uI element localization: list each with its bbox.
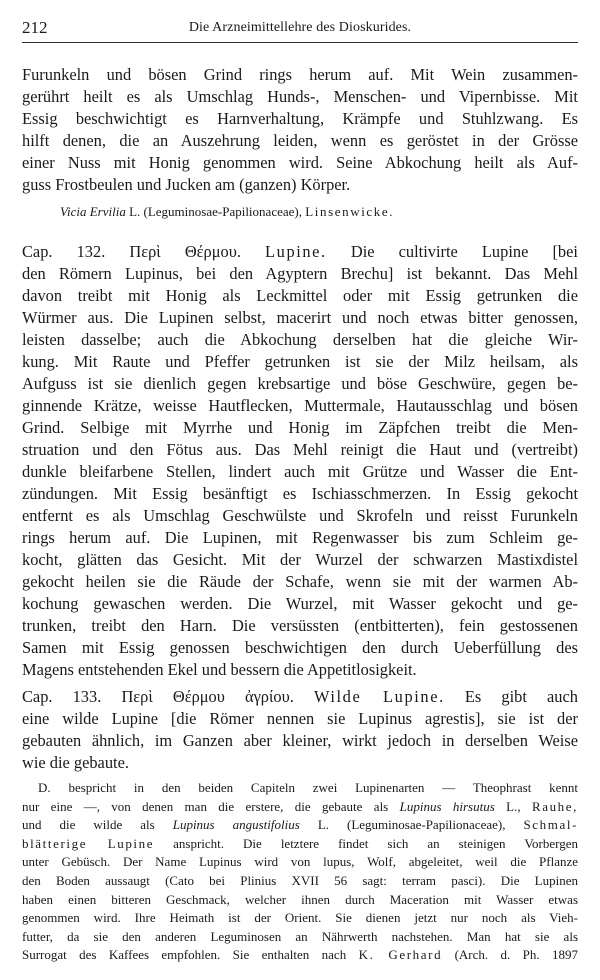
commentary-line: futter, da sie den anderen Leguminosen an Nährwerth nachstehen. Man hat sie als — [22, 928, 578, 944]
commentary-line: den Boden aussaugt (Cato bei Plinius XVII 56 sagt: terram pasci). Die Lupinen — [22, 872, 578, 888]
text-line: Würmer aus. Die Lupinen selbst, macerirt und noch etwas bitter genossen, — [22, 308, 578, 327]
species-name: Lupinus hirsutus — [399, 798, 495, 814]
text-line: struation und den Fötus aus. Das Mehl reinigt die Haut und (vertreibt) — [22, 440, 578, 459]
commentary-text: L., — [494, 798, 532, 814]
chapter-label: Cap. 132. — [22, 242, 106, 261]
text-line: guss Frostbeulen und Jucken am (ganzen) Körper. — [22, 175, 351, 194]
commentary-line: genommen wird. Ihre Heimath ist der Orient. Sie dienen jetzt nur noch als Vieh- — [22, 910, 578, 926]
text-line: zündungen. Mit Essig besänftigt es Ischiasschmerzen. In Essig gekocht — [22, 484, 578, 503]
chapter-132 — [22, 241, 578, 681]
plant-name: Lupine. — [265, 242, 327, 261]
chapter-label: Cap. 133. — [22, 687, 102, 706]
text-line: Die cultivirte Lupine [bei — [350, 242, 578, 261]
text-line: rings herum auf. Die Lupinen, mit Regenwasser bis zum Schleim ge- — [22, 528, 578, 547]
species-name: Lupinus angustifolius — [172, 817, 300, 833]
page-header — [22, 18, 578, 43]
commentary-line — [22, 798, 578, 817]
commentary-text: L. (Leguminosae-Papilionaceae), — [299, 817, 524, 833]
text-line: gebauten ähnlich, im Ganzen aber kleiner, wirkt jedoch in derselben Weise — [22, 731, 578, 750]
text-line: davon treibt mit Honig als Leckmittel oder mit Essig getrunken die — [22, 286, 578, 305]
commentary-text: nur eine —, von denen man die erstere, die gebaute als — [22, 798, 400, 814]
running-title: Die Arzneimittellehre des Dioskurides. — [188, 20, 412, 35]
common-name: Schmal- — [523, 817, 578, 833]
text-line: Es gibt auch — [464, 687, 578, 706]
common-name: blätterige Lupine — [22, 835, 155, 851]
commentary-text: Surrogat des Kaffees empfohlen. Sie enthalten nach — [22, 947, 359, 963]
greek-title: Περὶ Θέρμου ἀγρίου. — [121, 687, 294, 706]
text-line: den Römern Lupinus, bei den Agyptern Brechu] ist bekannt. Das Mehl — [22, 264, 578, 283]
species-name: Vicia Ervilia — [60, 204, 126, 219]
commentary-line: D. bespricht in den beiden Capiteln zwei Lupinenarten — Theophrast kennt — [38, 780, 578, 795]
text-line: Grind. Selbige mit Myrrhe und Honig im Zäpfchen treibt die Men- — [22, 418, 578, 437]
text-line: gekocht heilen sie die Räude der Schafe, wenn sie mit der warmen Ab- — [22, 572, 578, 591]
text-line: leisten dasselbe; auch die Abkochung derselben hat die gleiche Wir- — [22, 330, 578, 349]
text-line: einer Nuss mit Honig genommen wird. Seine Abkochung heilt als Auf- — [22, 153, 578, 172]
chapter-heading-line — [22, 241, 578, 263]
commentary-line — [22, 835, 578, 854]
text-line: Magens entstehenden Ekel und bessern die Appetitlosigkeit. — [22, 660, 417, 679]
commentary-line — [22, 816, 578, 835]
text-line: hilft denen, die an Auszehrung leiden, wenn es geröstet in der Grösse — [22, 131, 578, 150]
text-line: wie die gebaute. — [22, 753, 129, 772]
commentary-line: unter Gebüsch. Der Name Lupinus wird von lupus, Wolf, abgeleitet, weil die Pflanze — [22, 854, 578, 870]
chapter-heading-line — [22, 686, 578, 708]
commentary-line: haben einen bitteren Geschmack, welcher ihnen durch Maceration mit Wasser etwas — [22, 891, 578, 907]
text-line: Samen mit Essig genossen beschwichtigen den durch Ueberfüllung des — [22, 638, 578, 657]
text-line: kochung gewaschen werden. Die Wurzel, mit Wasser gekocht und ge- — [22, 594, 578, 613]
text-line: kocht, glätten das Gesicht. Mit der Wurzel der schwarzen Mastixdistel — [22, 550, 578, 569]
text-line: Furunkeln und bösen Grind rings herum auf. Mit Wein zusammen- — [22, 65, 578, 84]
text-line: ginnende Krätze, weisse Hautflecken, Muttermale, Hautausschlag und bösen — [22, 396, 578, 415]
commentary — [22, 779, 578, 965]
botanical-identification — [60, 204, 394, 219]
commentary-text: und die wilde als — [22, 817, 173, 833]
page-number: 212 — [22, 18, 48, 37]
text-line: kung. Mit Raute und Pfeffer getrunken ist sie der Milz heilsam, als — [22, 352, 578, 371]
text-line: eine wilde Lupine [die Römer nennen sie Lupinus agrestis], sie ist der — [22, 709, 578, 728]
chapter-133 — [22, 686, 578, 774]
text-line: entfernt es als Umschlag Geschwülste und Skrofeln und reisst Furunkeln — [22, 506, 578, 525]
text-line: gerührt heilt es als Umschlag Hunds-, Menschen- und Vipernbisse. Mit — [22, 87, 578, 106]
commentary-line — [22, 946, 578, 965]
text-line: Essig beschwichtigt es Harnverhaltung, Krämpfe und Stuhlzwang. Es — [22, 109, 578, 128]
author-name: K. Gerhard — [358, 947, 443, 963]
text-line: dunkle bleifarbene Stellen, lindert auch mit Grütze und Wasser die Ent- — [22, 462, 578, 481]
commentary-text: anspricht. Die letztere findet sich an steinigen Vorbergen — [154, 835, 578, 851]
commentary-text: (Arch. d. Ph. 1897 — [442, 947, 578, 963]
common-name: Rauhe, — [531, 798, 578, 814]
paragraph-continuation — [22, 64, 578, 196]
common-name: Linsenwicke. — [305, 204, 395, 219]
family-text: L. (Leguminosae-Papilionaceae), — [125, 204, 306, 219]
text-line: trunken, treibt den Harn. Die versüssten (entbitterten), fein gestossenen — [22, 616, 578, 635]
greek-title: Περὶ Θέρμου. — [129, 242, 241, 261]
plant-name: Wilde Lupine. — [313, 687, 445, 706]
text-line: Aufguss ist sie dienlich gegen krebsartige und böse Geschwüre, gegen be- — [22, 374, 578, 393]
